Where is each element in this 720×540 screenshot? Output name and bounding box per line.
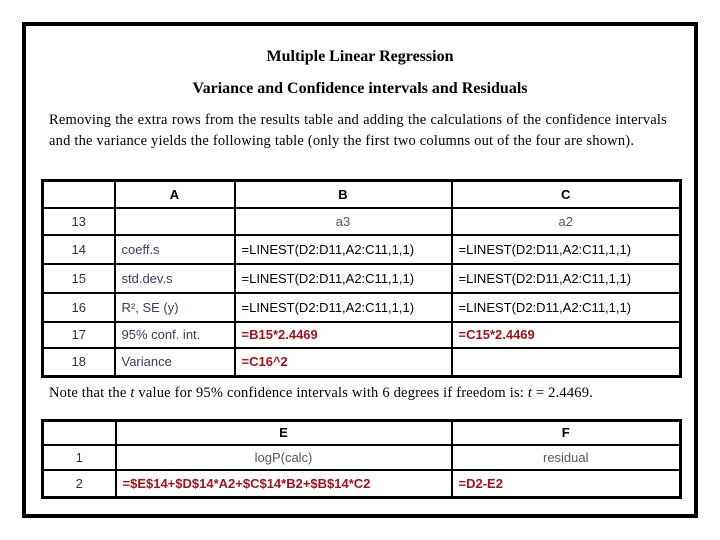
cell-b18[interactable]: =C16^2	[235, 348, 452, 377]
corner-cell	[43, 181, 115, 208]
note-text: value for 95% confidence intervals with 6 degrees if freedom is:	[134, 385, 528, 401]
row-number[interactable]: 13	[43, 208, 115, 235]
cell-a18[interactable]: Variance	[115, 348, 235, 377]
cell-c17[interactable]: =C15*2.4469	[452, 322, 681, 348]
column-header-c[interactable]: C	[452, 181, 681, 208]
residuals-table	[41, 419, 682, 499]
cell-b17[interactable]: =B15*2.4469	[235, 322, 452, 348]
cell-f2[interactable]: =D2-E2	[452, 470, 681, 498]
cell-b14[interactable]: =LINEST(D2:D11,A2:C11,1,1)	[235, 235, 452, 264]
cell-e2[interactable]: =$E$14+$D$14*A2+$C$14*B2+$B$14*C2	[116, 470, 452, 498]
intro-paragraph: Removing the extra rows from the results table and adding the calculations of the confidence intervals and the variance yields the following table (only the first two columns out of the four are shown).	[49, 112, 667, 149]
cell-a16[interactable]: R², SE (y)	[115, 293, 235, 322]
page-subtitle: Variance and Confidence intervals and Residuals	[192, 80, 528, 97]
cell-b13[interactable]: a3	[235, 208, 452, 235]
cell-c14[interactable]: =LINEST(D2:D11,A2:C11,1,1)	[452, 235, 681, 264]
cell-a17[interactable]: 95% conf. int.	[115, 322, 235, 348]
note-text: = 2.4469.	[532, 385, 594, 401]
table-row	[43, 470, 681, 498]
corner-cell	[43, 421, 116, 445]
column-header-e[interactable]: E	[116, 421, 452, 445]
cell-a13[interactable]	[115, 208, 235, 235]
column-header-b[interactable]: B	[235, 181, 452, 208]
t-symbol: t	[527, 385, 533, 401]
cell-b16[interactable]: =LINEST(D2:D11,A2:C11,1,1)	[235, 293, 452, 322]
row-number[interactable]: 15	[43, 264, 115, 293]
column-header-f[interactable]: F	[452, 421, 681, 445]
column-header-row	[43, 421, 681, 445]
row-number[interactable]: 17	[43, 322, 115, 348]
cell-c16[interactable]: =LINEST(D2:D11,A2:C11,1,1)	[452, 293, 681, 322]
cell-c18[interactable]	[452, 348, 681, 377]
t-symbol: t	[130, 385, 135, 401]
table-row	[43, 208, 681, 235]
row-number[interactable]: 18	[43, 348, 115, 377]
row-number[interactable]: 14	[43, 235, 115, 264]
cell-c15[interactable]: =LINEST(D2:D11,A2:C11,1,1)	[452, 264, 681, 293]
row-number[interactable]: 1	[43, 445, 116, 470]
column-header-row	[43, 181, 681, 208]
column-header-a[interactable]: A	[115, 181, 235, 208]
table-row	[43, 348, 681, 377]
page-title: Multiple Linear Regression	[266, 48, 454, 65]
table-row	[43, 293, 681, 322]
cell-c13[interactable]: a2	[452, 208, 681, 235]
t-value-note	[49, 383, 689, 404]
table-row	[43, 235, 681, 264]
cell-a15[interactable]: std.dev.s	[115, 264, 235, 293]
cell-e1[interactable]: logP(calc)	[116, 445, 452, 470]
cell-b15[interactable]: =LINEST(D2:D11,A2:C11,1,1)	[235, 264, 452, 293]
note-text: Note that the	[49, 385, 131, 401]
table-row	[43, 264, 681, 293]
table-row	[43, 445, 681, 470]
linest-results-table	[41, 179, 682, 378]
row-number[interactable]: 16	[43, 293, 115, 322]
table-row	[43, 322, 681, 348]
cell-f1[interactable]: residual	[452, 445, 681, 470]
cell-a14[interactable]: coeff.s	[115, 235, 235, 264]
row-number[interactable]: 2	[43, 470, 116, 498]
